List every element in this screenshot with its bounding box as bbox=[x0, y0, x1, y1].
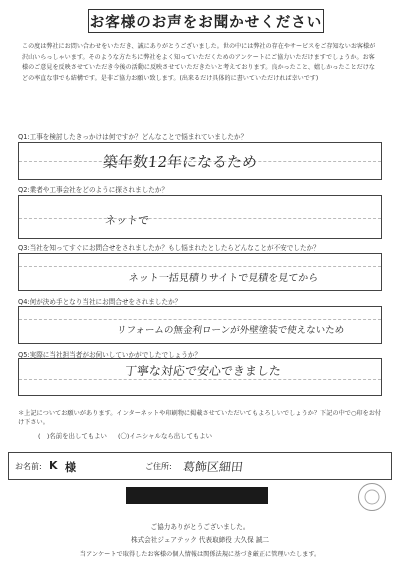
question-4-answer: リフォームの無金利ローンが外壁塗装で使えないため bbox=[116, 325, 345, 336]
question-2-answer-box bbox=[18, 195, 382, 239]
name-honorific: 様 bbox=[65, 461, 76, 474]
page-title: お客様のお声をお聞かせください bbox=[88, 9, 324, 33]
name-label: お名前: bbox=[15, 462, 42, 471]
question-4-answer-box bbox=[18, 306, 382, 344]
question-3-answer: ネット一括見積りサイトで見積を見てから bbox=[128, 273, 319, 284]
thanks-text: ご協力ありがとうございました。 bbox=[150, 523, 250, 531]
intro-text: この度は弊社にお問い合わせをいただき、誠にありがとうございました。世の中には弊社の存在やサービスをご存知ないお客様が沢山いらっしゃいます。そのような方たちに弊社をよく知っていただくためのアンケートにご協力いただけますでしょうか。お客様のご意見を反映させていただき今後の活動に反映させていただきたいと考えております。良かったこと、嬉しかったことだけなどの率直な事でも結構です。是非ご協力お願い致します。(出来るだけ具体的に書いていただければ幸いです) bbox=[22, 43, 376, 82]
dashed-rule bbox=[19, 218, 381, 219]
question-5-answer-box bbox=[18, 358, 382, 396]
option-initials: (〇)イニシャルなら出してもよい bbox=[118, 432, 213, 440]
question-3-label: Q3:当社を知ってすぐにお問合せをされましたか？もし悩まれたとしたらどんなことが不安でしたか？ bbox=[18, 244, 320, 252]
dashed-rule bbox=[19, 266, 381, 267]
question-5-answer: 丁寧な対応で安心できました bbox=[124, 364, 282, 378]
option-full-name: ( )名前を出してもよい bbox=[38, 432, 107, 440]
question-2-answer: ネットで bbox=[104, 214, 150, 227]
question-1-label: Q1:工事を検討したきっかけは何ですか？どんなことで悩まれていましたか？ bbox=[18, 133, 248, 141]
receipt-stamp bbox=[358, 483, 386, 511]
privacy-note: 当アンケートで取得したお客様の個人情報は関係法規に基づき厳正に管理いたします。 bbox=[79, 551, 321, 558]
company-info: 株式会社ジェアテック 代表取締役 大久保 誠二 bbox=[130, 536, 270, 544]
question-1-answer-box bbox=[18, 142, 382, 180]
redacted-contact bbox=[126, 487, 268, 504]
dashed-rule bbox=[19, 379, 381, 380]
dashed-rule bbox=[19, 319, 381, 320]
stamp-mark-icon bbox=[363, 488, 381, 506]
name-value: K bbox=[49, 459, 58, 472]
question-2-label: Q2:業者や工事会社をどのように探されましたか？ bbox=[18, 186, 169, 194]
consent-note: ＊上記についてお願いがあります。インターネットや印刷物に掲載させていただいてもよろしいでしょうか？下記の中で○印をお付け下さい。 bbox=[18, 410, 382, 426]
question-5-label: Q5:実際に当社担当者がお伺いしていかがでしたでしょうか？ bbox=[18, 351, 202, 359]
question-1-answer: 築年数12年になるため bbox=[102, 153, 258, 171]
respondent-box bbox=[8, 452, 392, 480]
question-3-answer-box bbox=[18, 253, 382, 291]
address-label: ご住所: bbox=[145, 462, 172, 471]
question-4-label: Q4:何が決め手となり当社にお問合せをされましたか？ bbox=[18, 298, 182, 306]
address-value: 葛飾区細田 bbox=[182, 460, 244, 474]
